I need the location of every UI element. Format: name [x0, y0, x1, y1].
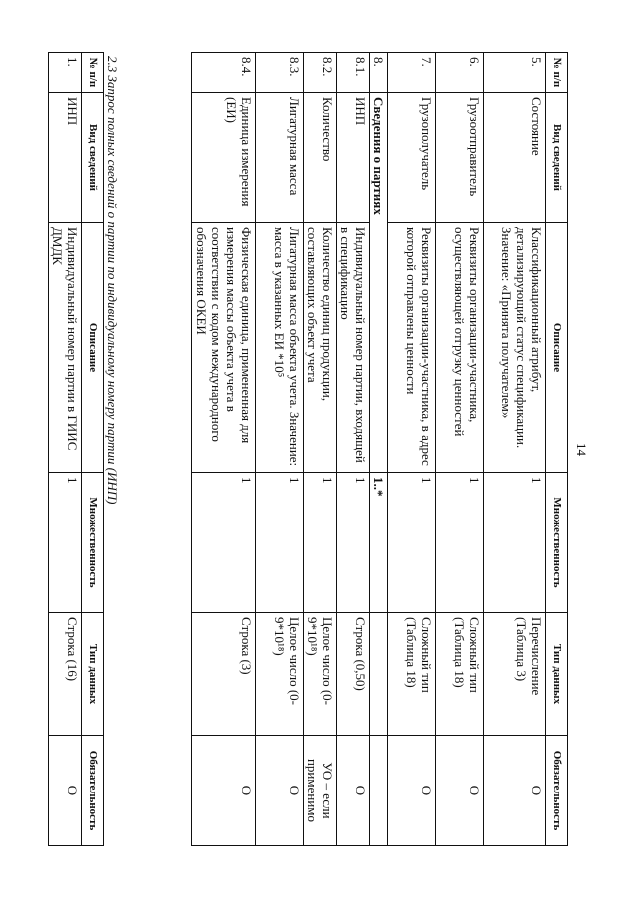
- cell-req: О: [484, 736, 546, 846]
- cell-desc: Реквизиты организации-участника, осуществляющей отгрузку ценностей: [436, 223, 484, 473]
- header-req: Обязательность: [546, 736, 568, 846]
- cell-type: Целое число (0-9*10¹⁸): [256, 613, 304, 736]
- cell-req: УО – если применимо: [304, 736, 337, 846]
- cell-kind: ИНП: [49, 93, 82, 223]
- cell-mult: 1: [304, 473, 337, 613]
- header-req: Обязательность: [82, 736, 104, 846]
- specification-table: [191, 52, 568, 846]
- page-number: 14: [574, 443, 589, 456]
- cell-type: [370, 613, 388, 736]
- cell-desc: Реквизиты организации-участника, в адрес которой отправлены ценности: [388, 223, 436, 473]
- cell-type: Сложный тип (Таблица 18): [388, 613, 436, 736]
- table-row: [436, 53, 484, 846]
- section-title: Сведения о партиях: [370, 93, 388, 473]
- cell-req: [370, 736, 388, 846]
- cell-num: 7.: [388, 53, 436, 93]
- cell-num: 8.: [370, 53, 388, 93]
- cell-num: 6.: [436, 53, 484, 93]
- table-row: [484, 53, 546, 846]
- cell-num: 8.2.: [304, 53, 337, 93]
- cell-type: Сложный тип (Таблица 18): [436, 613, 484, 736]
- cell-num: 1.: [49, 53, 82, 93]
- cell-kind: Количество: [304, 93, 337, 223]
- cell-mult: 1..*: [370, 473, 388, 613]
- cell-desc: Лигатурная масса объекта учета. Значение: масса в указанных ЕИ *10⁵: [256, 223, 304, 473]
- cell-req: О: [337, 736, 370, 846]
- section-caption: 2.3 Запрос полных сведений о партии по индивидуальному номеру партии (ИНП): [105, 56, 120, 505]
- cell-desc: Индивидуальный номер партии в ГИИС ДМДК: [49, 223, 82, 473]
- cell-desc: Классификационный атрибут, детализирующий статус спецификации. Значение: «Принята получателем»: [484, 223, 546, 473]
- header-num: № п/п: [546, 53, 568, 93]
- cell-mult: 1: [388, 473, 436, 613]
- header-kind: Вид сведений: [82, 93, 104, 223]
- cell-type: Строка (16): [49, 613, 82, 736]
- table-row: [256, 53, 304, 846]
- header-desc: Описание: [546, 223, 568, 473]
- cell-num: 5.: [484, 53, 546, 93]
- table-row: [337, 53, 370, 846]
- header-type: Тип данных: [546, 613, 568, 736]
- table-row: [49, 53, 82, 846]
- cell-kind: ИНП: [337, 93, 370, 223]
- cell-req: О: [436, 736, 484, 846]
- header-type: Тип данных: [82, 613, 104, 736]
- cell-type: Строка (3): [192, 613, 256, 736]
- table-header-row: [82, 53, 104, 846]
- cell-req: О: [192, 736, 256, 846]
- table-row: [304, 53, 337, 846]
- cell-kind: Единица измерения (ЕИ): [192, 93, 256, 223]
- cell-mult: 1: [256, 473, 304, 613]
- cell-num: 8.1.: [337, 53, 370, 93]
- cell-desc: Индивидуальный номер партии, входящей в спецификацию: [337, 223, 370, 473]
- section-row: [370, 53, 388, 846]
- header-desc: Описание: [82, 223, 104, 473]
- cell-mult: 1: [192, 473, 256, 613]
- cell-kind: Грузоотправитель: [436, 93, 484, 223]
- cell-mult: 1: [49, 473, 82, 613]
- cell-req: О: [388, 736, 436, 846]
- header-kind: Вид сведений: [546, 93, 568, 223]
- cell-num: 8.4.: [192, 53, 256, 93]
- cell-mult: 1: [484, 473, 546, 613]
- cell-kind: Грузополучатель: [388, 93, 436, 223]
- cell-kind: Состояние: [484, 93, 546, 223]
- table-row: [388, 53, 436, 846]
- cell-mult: 1: [436, 473, 484, 613]
- table-header-row: [546, 53, 568, 846]
- header-num: № п/п: [82, 53, 104, 93]
- cell-req: О: [256, 736, 304, 846]
- cell-mult: 1: [337, 473, 370, 613]
- cell-type: Строка (0,50): [337, 613, 370, 736]
- cell-type: Целое число (0-9*10¹⁸): [304, 613, 337, 736]
- table-row: [192, 53, 256, 846]
- header-mult: Множественность: [546, 473, 568, 613]
- cell-num: 8.3.: [256, 53, 304, 93]
- cell-type: Перечисление (Таблица 3): [484, 613, 546, 736]
- cell-desc: Физическая единица, примененная для измерения массы объекта учета в соответствии с кодом международного обозначения ОКЕИ: [192, 223, 256, 473]
- header-mult: Множественность: [82, 473, 104, 613]
- cell-desc: Количество единиц продукции, составляющих объект учета: [304, 223, 337, 473]
- cell-req: О: [49, 736, 82, 846]
- request-table: [48, 52, 104, 846]
- cell-kind: Лигатурная масса: [256, 93, 304, 223]
